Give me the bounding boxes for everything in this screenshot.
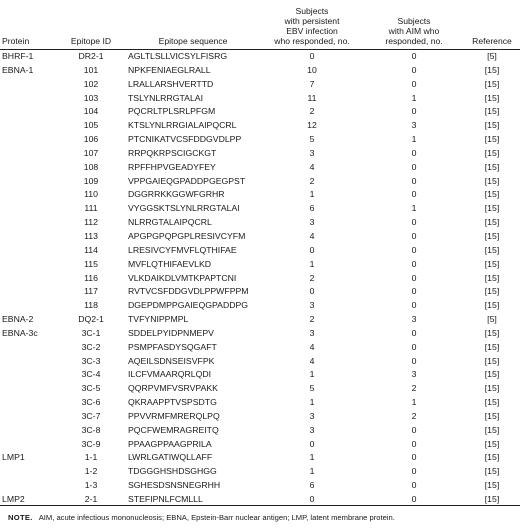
cell-protein: LMP1: [2, 452, 25, 463]
cell-sequence: RPFFHPVGEADYFEY: [128, 161, 216, 172]
cell-protein: [0, 368, 62, 382]
cell-aim: 0: [411, 452, 417, 463]
cell-sequence: VLKDAIKDLVMTKPAPTCNI: [128, 272, 237, 283]
cell-epitope-id: 108: [83, 161, 99, 172]
cell-reference: [15]: [484, 78, 500, 89]
header-sequence: Epitope sequence: [158, 36, 228, 46]
cell-sequence: LWRLGATIWQLLAFF: [128, 452, 213, 463]
table-row: [0, 368, 520, 382]
cell-aim: 0: [411, 244, 417, 255]
cell-protein: BHRF-1: [2, 51, 34, 61]
cell-epitope-id: 109: [83, 175, 99, 186]
cell-sequence: TDGGGHSHDSGHGG: [128, 466, 217, 477]
cell-sequence: APGPGPQPGPLRESIVCYFM: [128, 230, 246, 241]
cell-sequence: TVFYNIPPMPL: [128, 314, 189, 325]
cell-persistent: 2: [309, 314, 315, 325]
cell-sequence: VYGGSKTSLYNLRRGTALAI: [128, 203, 240, 214]
cell-aim: 0: [411, 272, 417, 283]
cell-persistent: 3: [309, 410, 315, 421]
cell-reference: [15]: [484, 161, 500, 172]
cell-reference: [15]: [484, 327, 500, 338]
cell-epitope-id: 118: [84, 300, 98, 311]
cell-reference: [15]: [484, 369, 500, 380]
cell-protein: LMP2: [2, 494, 25, 504]
cell-epitope-id: 107: [83, 147, 99, 158]
table-row: [0, 202, 520, 216]
cell-persistent: 0: [309, 286, 315, 297]
cell-persistent: 11: [307, 92, 317, 103]
table-row: [0, 313, 520, 327]
table-row: [0, 479, 520, 493]
cell-protein: [0, 202, 62, 216]
cell-protein: [0, 244, 62, 258]
table-row: [0, 465, 520, 479]
cell-aim: 1: [411, 203, 417, 214]
cell-reference: [15]: [484, 134, 500, 145]
cell-sequence: STEFIPNLFCMLLL: [128, 494, 203, 504]
cell-persistent: 0: [309, 51, 315, 61]
cell-aim: 0: [411, 51, 417, 61]
table-row: [0, 396, 520, 410]
table-row: [0, 424, 520, 438]
cell-protein: [0, 119, 62, 133]
cell-epitope-id: 103: [83, 92, 99, 103]
cell-protein: [0, 105, 62, 119]
cell-epitope-id: 114: [84, 244, 98, 255]
cell-aim: 0: [411, 466, 417, 477]
cell-epitope-id: 113: [84, 230, 98, 241]
cell-protein: [0, 258, 62, 272]
cell-reference: [5]: [487, 51, 497, 61]
cell-persistent: 3: [309, 217, 315, 228]
cell-protein: [0, 161, 62, 175]
cell-epitope-id: 106: [83, 134, 99, 145]
cell-epitope-id: 2-1: [84, 494, 98, 504]
cell-epitope-id: 105: [83, 120, 99, 131]
cell-aim: 0: [411, 64, 417, 75]
cell-reference: [15]: [484, 286, 500, 297]
cell-epitope-id: 3C-1: [81, 327, 101, 338]
cell-persistent: 1: [309, 397, 315, 408]
cell-epitope-id: 101: [83, 64, 99, 75]
cell-reference: [15]: [484, 120, 500, 131]
cell-aim: 0: [411, 230, 417, 241]
cell-reference: [15]: [484, 203, 500, 214]
cell-protein: [0, 479, 62, 493]
cell-persistent: 0: [309, 244, 315, 255]
cell-sequence: PQCFWEMRAGREITQ: [128, 424, 219, 435]
cell-protein: [0, 382, 62, 396]
table-row: [0, 133, 520, 147]
cell-protein: [0, 272, 62, 286]
cell-aim: 0: [411, 438, 417, 449]
table-row: [0, 147, 520, 161]
cell-reference: [15]: [484, 410, 500, 421]
cell-aim: 0: [411, 424, 417, 435]
cell-protein: EBNA-2: [2, 314, 34, 325]
cell-protein: EBNA-1: [2, 64, 34, 75]
cell-sequence: MVFLQTHIFAEVLKD: [128, 258, 212, 269]
table-row: [0, 64, 520, 78]
cell-sequence: PTCNIKATVCSFDDGVDLPP: [128, 134, 242, 145]
cell-persistent: 4: [309, 341, 315, 352]
table-row: [0, 327, 520, 341]
cell-persistent: 0: [309, 438, 315, 449]
cell-aim: 0: [411, 175, 417, 186]
cell-reference: [15]: [484, 424, 500, 435]
table-row: [0, 105, 520, 119]
cell-epitope-id: 104: [83, 106, 99, 117]
table-row: [0, 258, 520, 272]
cell-persistent: 10: [307, 64, 317, 75]
cell-aim: 0: [411, 341, 417, 352]
cell-reference: [15]: [484, 480, 500, 491]
header-row: [0, 6, 520, 50]
cell-persistent: 4: [309, 355, 315, 366]
cell-persistent: 1: [309, 189, 315, 200]
cell-persistent: 5: [309, 383, 315, 394]
cell-protein: [0, 396, 62, 410]
note-text: AIM, acute infectious mononucleosis; EBNA, Epstein-Barr nuclear antigen; LMP, latent membrane protein.: [38, 513, 395, 522]
table-row: [0, 382, 520, 396]
table-row: [0, 119, 520, 133]
cell-aim: 0: [411, 189, 417, 200]
cell-epitope-id: 3C-3: [81, 355, 101, 366]
cell-sequence: RRPQKRPSCIGCKGT: [128, 147, 217, 158]
table-row: [0, 161, 520, 175]
cell-persistent: 3: [309, 300, 315, 311]
cell-aim: 0: [411, 286, 417, 297]
cell-persistent: 3: [309, 327, 315, 338]
cell-protein: [0, 188, 62, 202]
cell-sequence: PPAAGPPAAGPRILA: [128, 438, 212, 449]
cell-protein: EBNA-3c: [2, 327, 38, 338]
cell-persistent: 0: [309, 494, 315, 504]
cell-persistent: 4: [309, 161, 315, 172]
cell-aim: 3: [411, 120, 417, 131]
cell-reference: [15]: [484, 466, 500, 477]
cell-epitope-id: 112: [84, 217, 98, 228]
cell-epitope-id: 1-3: [84, 480, 98, 491]
cell-reference: [15]: [484, 189, 500, 200]
cell-persistent: 6: [309, 480, 315, 491]
cell-epitope-id: 3C-9: [81, 438, 101, 449]
header-reference: Reference: [472, 36, 512, 46]
cell-sequence: RVTVCSFDDGVDLPPWFPPM: [128, 286, 249, 297]
table-row: [0, 230, 520, 244]
cell-sequence: DGEPDMPPGAIEQGPADDPG: [128, 300, 249, 311]
bottom-rule: [0, 505, 520, 506]
cell-persistent: 5: [309, 134, 315, 145]
cell-protein: [0, 78, 62, 92]
cell-epitope-id: 1-1: [84, 452, 98, 463]
cell-epitope-id: 3C-7: [81, 410, 101, 421]
cell-reference: [15]: [484, 244, 500, 255]
cell-reference: [5]: [487, 314, 497, 325]
cell-reference: [15]: [484, 92, 500, 103]
cell-sequence: TSLYNLRRGTALAI: [128, 92, 203, 103]
cell-sequence: PSMPFASDYSQGAFT: [128, 341, 217, 352]
cell-sequence: AGLTLSLLVICSYLFISRG: [128, 51, 228, 61]
cell-sequence: LRESIVCYFMVFLQTHIFAE: [128, 244, 237, 255]
cell-reference: [15]: [484, 383, 500, 394]
table-row: [0, 244, 520, 258]
cell-aim: 2: [411, 410, 417, 421]
cell-persistent: 1: [309, 452, 315, 463]
cell-sequence: PPVVRMFMRERQLPQ: [128, 410, 220, 421]
cell-sequence: SDDELPYIDPNMEPV: [128, 327, 214, 338]
cell-persistent: 1: [309, 369, 315, 380]
cell-aim: 3: [411, 369, 417, 380]
cell-persistent: 12: [307, 120, 317, 131]
cell-aim: 0: [411, 78, 417, 89]
cell-sequence: ILCFVMAARQRLQDI: [128, 369, 212, 380]
cell-reference: [15]: [484, 175, 500, 186]
cell-persistent: 2: [309, 175, 315, 186]
note-label: NOTE.: [8, 513, 33, 522]
cell-aim: 0: [411, 494, 417, 504]
cell-protein: [0, 175, 62, 189]
header-epitope-id: Epitope ID: [70, 36, 112, 46]
cell-persistent: 4: [309, 230, 315, 241]
cell-reference: [15]: [484, 147, 500, 158]
cell-aim: 1: [411, 134, 417, 145]
cell-epitope-id: 3C-6: [81, 397, 101, 408]
cell-epitope-id: DQ2-1: [78, 314, 104, 325]
cell-protein: [0, 147, 62, 161]
cell-persistent: 1: [309, 258, 315, 269]
table-row: [0, 78, 520, 92]
table-row: [0, 188, 520, 202]
table-body: [0, 50, 520, 507]
cell-protein: [0, 133, 62, 147]
cell-protein: [0, 285, 62, 299]
header-persistent: Subjects with persistent EBV infection who responded, no.: [274, 6, 350, 46]
cell-sequence: NPKFENIAEGLRALL: [128, 64, 211, 75]
table-row: [0, 410, 520, 424]
cell-aim: 0: [411, 106, 417, 117]
cell-aim: 1: [411, 92, 417, 103]
cell-persistent: 7: [309, 78, 315, 89]
cell-reference: [15]: [484, 272, 500, 283]
cell-epitope-id: 3C-4: [81, 369, 101, 380]
cell-aim: 0: [411, 147, 417, 158]
cell-persistent: 6: [309, 203, 315, 214]
table-row: [0, 285, 520, 299]
cell-protein: [0, 92, 62, 106]
cell-persistent: 3: [309, 147, 315, 158]
cell-reference: [15]: [484, 452, 500, 463]
table-row: [0, 175, 520, 189]
cell-aim: 0: [411, 480, 417, 491]
cell-aim: 0: [411, 327, 417, 338]
table-row: [0, 341, 520, 355]
table-row: [0, 92, 520, 106]
cell-epitope-id: 3C-2: [81, 341, 101, 352]
cell-reference: [15]: [484, 64, 500, 75]
cell-sequence: QKRAAPPTVSPSDTG: [128, 397, 217, 408]
cell-protein: [0, 299, 62, 313]
cell-aim: 0: [411, 300, 417, 311]
cell-epitope-id: 1-2: [84, 466, 98, 477]
cell-persistent: 3: [309, 424, 315, 435]
cell-persistent: 1: [309, 466, 315, 477]
table-row: [0, 451, 520, 465]
cell-aim: 1: [411, 397, 417, 408]
table-row: [0, 438, 520, 452]
cell-reference: [15]: [484, 341, 500, 352]
cell-reference: [15]: [484, 106, 500, 117]
cell-protein: [0, 216, 62, 230]
cell-aim: 2: [411, 383, 417, 394]
cell-sequence: NLRRGTALAIPQCRL: [128, 217, 212, 228]
cell-reference: [15]: [484, 397, 500, 408]
cell-sequence: LRALLARSHVERTTD: [128, 78, 214, 89]
cell-epitope-id: 3C-8: [81, 424, 101, 435]
cell-sequence: PQCRLTPLSRLPFGM: [128, 106, 216, 117]
table-row: [0, 216, 520, 230]
cell-aim: 0: [411, 161, 417, 172]
cell-protein: [0, 438, 62, 452]
cell-reference: [15]: [484, 258, 500, 269]
table-row: [0, 272, 520, 286]
header-aim: Subjects with AIM who responded, no.: [385, 16, 443, 46]
cell-reference: [15]: [484, 217, 500, 228]
cell-protein: [0, 424, 62, 438]
table-row: [0, 50, 520, 64]
cell-protein: [0, 341, 62, 355]
cell-sequence: QQRPVMFVSRVPAKK: [128, 383, 218, 394]
cell-sequence: KTSLYNLRRGIALAIPQCRL: [128, 120, 237, 131]
cell-epitope-id: 3C-5: [81, 383, 101, 394]
cell-epitope-id: 116: [84, 272, 98, 283]
cell-epitope-id: 110: [84, 189, 98, 200]
cell-aim: 3: [411, 314, 417, 325]
cell-aim: 0: [411, 258, 417, 269]
cell-persistent: 2: [309, 272, 315, 283]
table-note: [8, 513, 395, 522]
cell-epitope-id: 102: [83, 78, 99, 89]
cell-protein: [0, 465, 62, 479]
cell-reference: [15]: [484, 230, 500, 241]
cell-sequence: SGHESDSNSNEGRHH: [128, 480, 221, 491]
cell-reference: [15]: [484, 300, 500, 311]
table-row: [0, 299, 520, 313]
epitope-table: [0, 6, 520, 507]
cell-protein: [0, 410, 62, 424]
cell-persistent: 2: [309, 106, 315, 117]
cell-epitope-id: 117: [84, 286, 98, 297]
cell-protein: [0, 230, 62, 244]
cell-aim: 0: [411, 355, 417, 366]
cell-sequence: AQEILSDNSEISVFPK: [128, 355, 215, 366]
cell-epitope-id: DR2-1: [78, 51, 104, 61]
cell-sequence: VPPGAIEQGPADDPGEGPST: [128, 175, 246, 186]
cell-aim: 0: [411, 217, 417, 228]
cell-epitope-id: 111: [84, 203, 98, 214]
cell-sequence: DGGRRKKGGWFGRHR: [128, 189, 225, 200]
cell-epitope-id: 115: [84, 258, 98, 269]
table-row: [0, 355, 520, 369]
cell-reference: [15]: [484, 355, 500, 366]
cell-reference: [15]: [484, 438, 500, 449]
cell-protein: [0, 355, 62, 369]
header-protein: Protein: [2, 36, 30, 46]
cell-reference: [15]: [484, 494, 500, 504]
